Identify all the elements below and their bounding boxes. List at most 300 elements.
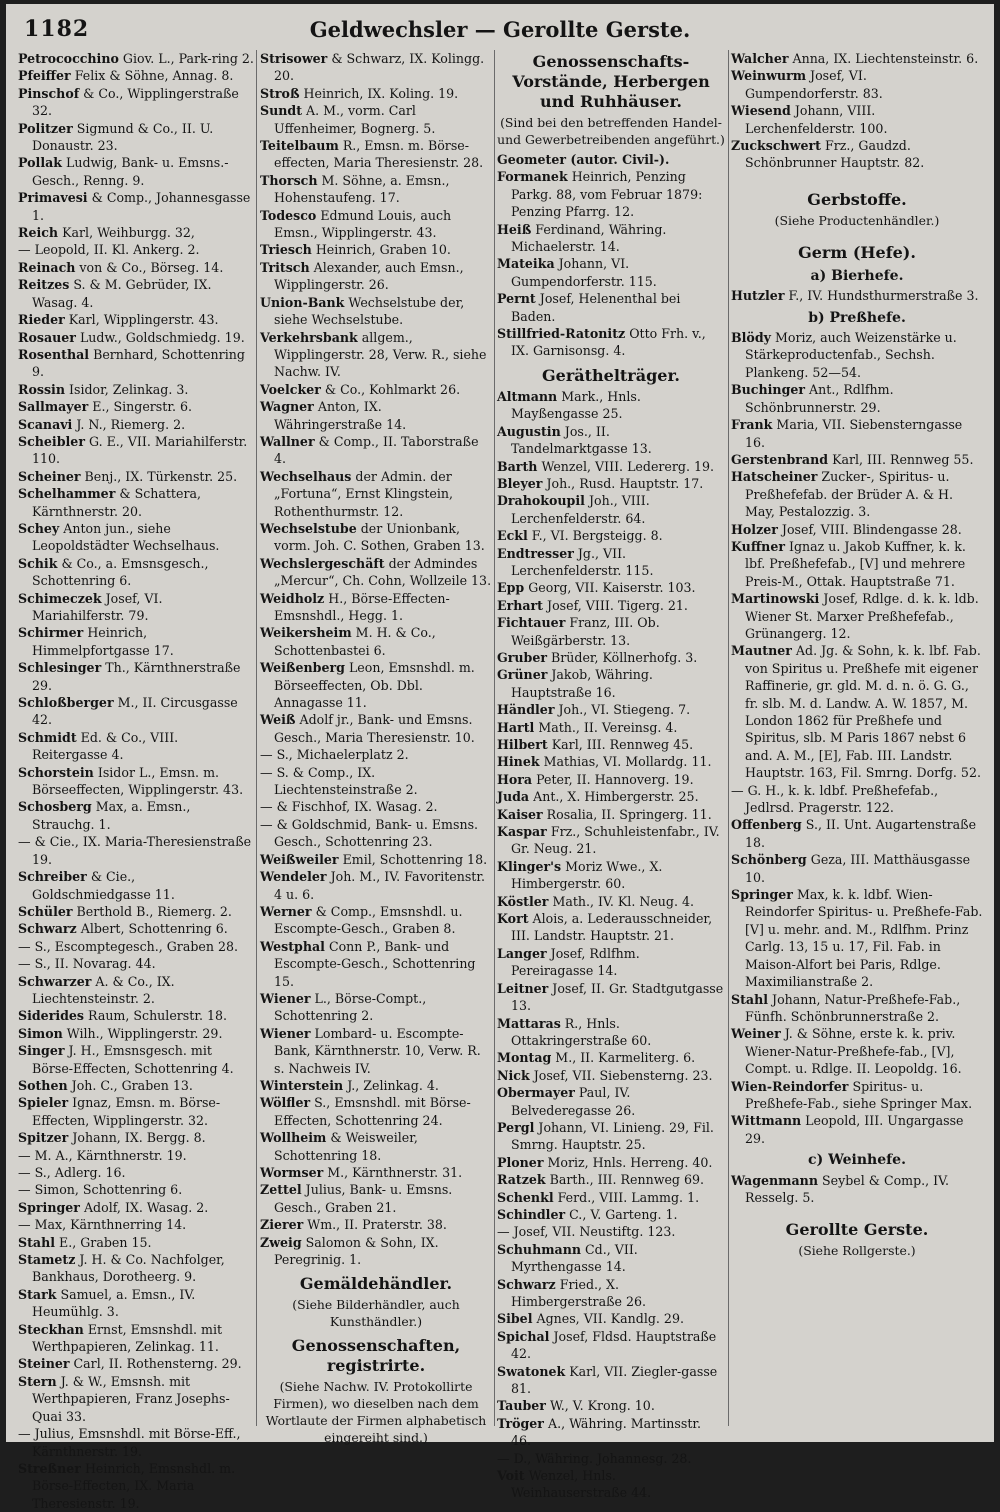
entry-name: Schelhammer	[18, 486, 116, 502]
directory-entry	[497, 614, 725, 649]
entry-details: Ed. & Co., VIII. Reitergasse 4.	[32, 729, 179, 763]
entry-name: Schimeczek	[18, 590, 102, 606]
entry-details: Heinrich, Penzing Parkg. 88, vom Februar 1879: Penzing Pfarrg. 12.	[511, 169, 703, 220]
entry-name: Weißenberg	[260, 660, 345, 676]
entry-name: Schuhmann	[497, 1241, 582, 1257]
entry-details: & Comp., Emsnshdl. u. Escompte-Gesch., Graben 8.	[274, 903, 463, 937]
entry-details: Josef, II. Gr. Stadtgutgasse 13.	[511, 980, 724, 1014]
entry-details: Josef, VI. Gumpendorferstr. 83.	[745, 68, 883, 101]
directory-entry	[18, 311, 254, 328]
entry-name: Kuffner	[731, 538, 785, 554]
entry-details: Julius, Bank- u. Emsns. Gesch., Graben 21.	[274, 1182, 453, 1215]
directory-entry	[497, 388, 725, 423]
directory-entry	[497, 1015, 725, 1050]
directory-entry	[731, 538, 983, 590]
directory-entry	[18, 624, 254, 659]
entry-name: Zettel	[260, 1182, 302, 1198]
entry-details: & Co., a. Emsnsgesch., Schottenring 6.	[32, 555, 209, 589]
entry-name: Voit	[497, 1468, 525, 1484]
entry-list	[731, 1172, 983, 1207]
entry-list	[731, 329, 983, 1147]
entry-list	[497, 388, 725, 1502]
entry-details: Ferdinand, Währing. Michaelerstr. 14.	[511, 221, 667, 255]
directory-entry	[497, 910, 725, 945]
entry-name: Schloßberger	[18, 695, 114, 711]
entry-name: Wechselstube	[260, 520, 357, 536]
entry-name: Schindler	[497, 1206, 566, 1222]
directory-entry	[731, 50, 983, 67]
entry-details: — S., Michaelerplatz 2.	[260, 747, 409, 763]
directory-entry	[18, 154, 254, 189]
entry-name: Wiesend	[731, 103, 791, 119]
entry-details: R., Emsn. m. Börse-effecten, Maria Theresienstr. 28.	[274, 138, 484, 171]
entry-list	[18, 50, 254, 1512]
entry-details: — S., II. Novarag. 44.	[18, 956, 156, 972]
entry-name: Wittmann	[731, 1113, 802, 1129]
entry-details: Jakob, Währing. Hauptstraße 16.	[511, 667, 653, 700]
entry-name: Wölfler	[260, 1095, 311, 1111]
directory-entry	[18, 485, 254, 520]
entry-details: J. H., Emsnsgesch. mit Börse-Effecten, Schottenring 4.	[32, 1043, 234, 1076]
entry-details: Edmund Louis, auch Emsn., Wipplingerstr. 43.	[274, 207, 452, 241]
entry-name: Gruber	[497, 649, 547, 665]
entry-name: Rosauer	[18, 329, 76, 345]
directory-entry	[497, 1223, 725, 1240]
column-1	[18, 50, 254, 1511]
directory-entry	[497, 221, 725, 256]
entry-details: S., Emsnshdl. mit Börse-Effecten, Schottenring 24.	[274, 1095, 471, 1128]
directory-entry	[18, 241, 254, 258]
column-divider	[256, 50, 257, 1426]
entry-details: Carl, II. Rothensterng. 29.	[73, 1356, 242, 1372]
directory-entry	[18, 764, 254, 799]
entry-name: Reitzes	[18, 277, 70, 293]
entry-details: S., II. Unt. Augartenstraße 18.	[745, 817, 977, 850]
directory-entry	[497, 527, 725, 544]
entry-details: L., Börse-Compt., Schottenring 2.	[274, 990, 427, 1024]
directory-entry	[260, 241, 492, 258]
entry-details: Joh. C., Graben 13.	[71, 1077, 193, 1093]
directory-entry	[731, 782, 983, 817]
directory-entry	[497, 1049, 725, 1066]
section-heading-gerbstoffe: Gerbstoffe.	[807, 189, 907, 209]
entry-details: — Max, Kärnthnerring 14.	[18, 1217, 187, 1233]
directory-entry	[260, 659, 492, 711]
directory-entry	[18, 938, 254, 955]
entry-name: Scheibler	[18, 433, 85, 449]
directory-entry	[260, 903, 492, 938]
directory-entry	[731, 1172, 983, 1207]
entry-name: Gerstenbrand	[731, 451, 829, 467]
entry-name: Todesco	[260, 207, 317, 223]
column-4	[731, 50, 983, 1438]
entry-name: Frank	[731, 417, 773, 433]
entry-details: Moriz, auch Weizenstärke u. Stärkeproductenfab., Sechsh. Plankeng. 52—54.	[745, 330, 957, 380]
entry-details: R., Hnls. Ottakringerstraße 60.	[511, 1015, 652, 1048]
entry-details: Johann, VIII. Lerchenfelderstr. 100.	[745, 103, 888, 136]
entry-name: Winterstein	[260, 1077, 344, 1093]
directory-entry	[18, 416, 254, 433]
entry-details: Adolf jr., Bank- und Emsns. Gesch., Maria Theresienstr. 10.	[274, 712, 475, 745]
entry-details: Leopold, III. Ungargasse 29.	[745, 1113, 964, 1146]
entry-name: Westphal	[260, 938, 325, 954]
entry-name: Sallmayer	[18, 399, 89, 415]
entry-details: F., VI. Bergsteigg. 8.	[531, 528, 663, 544]
directory-entry	[260, 329, 492, 381]
directory-entry	[260, 137, 492, 172]
directory-entry	[497, 1119, 725, 1154]
entry-details: Seybel & Comp., IV. Resselg. 5.	[745, 1172, 950, 1205]
entry-name: Siderides	[18, 1008, 85, 1024]
directory-entry	[497, 458, 725, 475]
directory-entry	[260, 1216, 492, 1233]
entry-details: — G. H., k. k. ldbf. Preßhefefab., Jedlrsd. Pragerstr. 122.	[731, 782, 939, 816]
directory-entry	[18, 798, 254, 833]
entry-details: Rosalia, II. Springerg. 11.	[546, 806, 712, 822]
entry-details: A. M., vorm. Carl Uffenheimer, Bognerg. 5.	[274, 103, 436, 136]
entry-name: Kaspar	[497, 824, 547, 840]
entry-name: Stroß	[260, 85, 300, 101]
entry-name: Stillfried-Ratonitz	[497, 326, 626, 342]
entry-details: J. & Söhne, erste k. k. priv. Wiener-Natur-Preßhefe-fab., [V], Compt. u. Rdlge. II. Leopoldg. 16.	[745, 1026, 962, 1077]
entry-name: Pollak	[18, 155, 62, 171]
entry-details: Wenzel, Hnls. Weinhauserstraße 44.	[511, 1468, 652, 1501]
entry-details: — S., Escomptegesch., Graben 28.	[18, 938, 238, 954]
directory-entry	[260, 851, 492, 868]
entry-details: Josef, Helenenthal bei Baden.	[511, 291, 681, 324]
entry-details: Joh., VI. Stiegeng. 7.	[558, 702, 691, 718]
directory-entry	[731, 416, 983, 451]
entry-name: Spieler	[18, 1095, 69, 1111]
entry-name: Wiener	[260, 1025, 311, 1041]
directory-entry	[18, 50, 254, 67]
entry-details: Sigmund & Co., II. U. Donaustr. 23.	[32, 120, 214, 154]
entry-name: Wagenmann	[731, 1172, 818, 1188]
directory-entry	[731, 102, 983, 137]
section-heading-gemaeldehaendler: Gemäldehändler.	[299, 1274, 453, 1294]
directory-entry	[18, 259, 254, 276]
entry-details: Ant., Rdlfhm. Schönbrunnerstr. 29.	[745, 382, 894, 415]
entry-name: Sothen	[18, 1077, 68, 1093]
entry-name: Epp	[497, 580, 525, 596]
entry-name: Stahl	[18, 1234, 56, 1250]
entry-name: Ratzek	[497, 1172, 546, 1188]
entry-name: Singer	[18, 1043, 65, 1059]
directory-entry	[18, 555, 254, 590]
entry-name: Reinach	[18, 259, 76, 275]
entry-details: Isidor, Zelinkag. 3.	[69, 381, 189, 397]
directory-entry	[18, 1042, 254, 1077]
entry-details: M. Söhne, a. Emsn., Hohenstaufeng. 17.	[274, 172, 450, 206]
directory-entry	[260, 520, 492, 555]
directory-entry	[260, 555, 492, 590]
entry-details: Frz., Schuhleistenfabr., IV. Gr. Neug. 21.	[511, 824, 720, 857]
column-2	[260, 50, 492, 1446]
directory-entry	[497, 945, 725, 980]
entry-list	[731, 50, 983, 172]
entry-details: Josef, Fldsd. Hauptstraße 42.	[511, 1328, 717, 1362]
entry-name: Hatscheiner	[731, 469, 818, 485]
directory-entry	[260, 172, 492, 207]
entry-details: Ferd., VIII. Lammg. 1.	[557, 1189, 700, 1205]
entry-name: Holzer	[731, 521, 778, 537]
entry-name: Reich	[18, 225, 59, 241]
entry-list	[260, 50, 492, 1268]
entry-details: S. & M. Gebrüder, IX. Wasag. 4.	[32, 277, 212, 310]
entry-details: — M. A., Kärnthnerstr. 19.	[18, 1147, 187, 1163]
entry-name: Altmann	[497, 388, 558, 404]
entry-name: Stahl	[731, 991, 769, 1007]
entry-name: Kort	[497, 911, 529, 927]
directory-entry	[260, 1077, 492, 1094]
column-divider	[494, 50, 495, 1426]
section-heading-genossenschaften: Genossenschaften, registrirte.	[291, 1336, 461, 1376]
entry-name: Geometer (autor. Civil-).	[497, 152, 670, 167]
entry-name: Wiener	[260, 990, 311, 1006]
directory-entry	[497, 492, 725, 527]
directory-entry	[260, 1025, 492, 1077]
entry-details: — Josef, VII. Neustiftg. 123.	[497, 1224, 676, 1240]
entry-name: Barth	[497, 458, 538, 474]
entry-name: Nick	[497, 1067, 530, 1083]
directory-entry	[260, 50, 492, 85]
directory-entry	[260, 1181, 492, 1216]
page-header	[6, 4, 994, 48]
section-heading-germ: Germ (Hefe).	[798, 242, 916, 262]
directory-entry	[731, 137, 983, 172]
entry-name: Köstler	[497, 893, 549, 909]
entry-name: Leitner	[497, 980, 549, 996]
entry-details: Georg, VII. Kaiserstr. 103.	[528, 580, 696, 596]
entry-details: Max, a. Emsn., Strauchg. 1.	[32, 799, 191, 832]
entry-name: Wechslergeschäft	[260, 555, 385, 571]
entry-details: Leon, Emsnshdl. m. Börseeffecten, Ob. Dbl. Annagasse 11.	[274, 660, 475, 711]
entry-details: Ernst, Emsnshdl. mit Werthpapieren, Zelinkag. 11.	[32, 1321, 223, 1355]
directory-entry	[497, 1310, 725, 1327]
entry-name: Mattaras	[497, 1015, 561, 1031]
entry-name: Hinek	[497, 754, 540, 770]
entry-list	[731, 287, 983, 304]
entry-name: Wollheim	[260, 1130, 327, 1146]
directory-entry	[731, 886, 983, 990]
directory-entry	[18, 868, 254, 903]
directory-entry	[18, 329, 254, 346]
entry-details: — Julius, Emsnshdl. mit Börse-Eff., Kärnthnerstr. 19.	[18, 1426, 241, 1459]
section-note: (Siehe Productenhändler.)	[774, 212, 940, 228]
directory-entry	[497, 1467, 725, 1502]
entry-details: Adolf, IX. Wasag. 2.	[83, 1199, 209, 1215]
directory-entry	[497, 1415, 725, 1450]
directory-entry	[18, 659, 254, 694]
directory-entry	[260, 85, 492, 102]
entry-details: Peter, II. Hannoverg. 19.	[536, 771, 694, 787]
directory-entry	[260, 990, 492, 1025]
directory-entry	[18, 1181, 254, 1198]
entry-name: Petrococchino	[18, 51, 119, 66]
entry-details: Franz, III. Ob. Weißgärberstr. 13.	[511, 615, 660, 648]
entry-name: Sibel	[497, 1311, 533, 1327]
entry-details: Joh. M., IV. Favoritenstr. 4 u. 6.	[274, 869, 486, 902]
entry-details: Raum, Schulerstr. 18.	[88, 1008, 227, 1024]
directory-entry	[497, 1067, 725, 1084]
entry-name: Bleyer	[497, 475, 543, 491]
entry-details: Anton, IX. Währingerstraße 14.	[274, 399, 407, 432]
entry-details: J. H. & Co. Nachfolger, Bankhaus, Dorotheerg. 9.	[32, 1252, 225, 1285]
directory-entry	[18, 1094, 254, 1129]
entry-details: von & Co., Börseg. 14.	[79, 259, 224, 275]
entry-details: Ludwig, Bank- u. Emsns.-Gesch., Renng. 9.	[32, 155, 229, 188]
entry-name: Ploner	[497, 1154, 544, 1170]
entry-details: Paul, IV. Belvederegasse 26.	[511, 1085, 636, 1118]
directory-entry	[18, 398, 254, 415]
entry-name: Hartl	[497, 719, 535, 735]
entry-details: Anna, IX. Liechtensteinstr. 6.	[792, 51, 979, 66]
entry-name: Springer	[731, 887, 793, 903]
entry-details: G. E., VII. Mariahilferstr. 110.	[32, 433, 248, 467]
directory-entry	[497, 1171, 725, 1188]
entry-details: — Leopold, II. Kl. Ankerg. 2.	[18, 242, 200, 258]
entry-details: Josef, Rdlfhm. Pereiragasse 14.	[511, 945, 640, 979]
directory-entry	[497, 788, 725, 805]
directory-entry	[731, 851, 983, 886]
entry-name: Weiner	[731, 1026, 781, 1042]
entry-details: Karl, Wipplingerstr. 43.	[68, 312, 219, 328]
entry-details: Johann, VI. Gumpendorferstr. 115.	[511, 256, 657, 289]
entry-details: & Comp., Johannesgasse 1.	[32, 190, 251, 223]
entry-details: — S., Adlerg. 16.	[18, 1165, 126, 1180]
directory-entry	[18, 1025, 254, 1042]
entry-details: Fried., X. Himbergerstraße 26.	[511, 1276, 646, 1309]
entry-details: Karl, VII. Ziegler-gasse 81.	[511, 1363, 718, 1397]
entry-details: Cd., VII. Myrthengasse 14.	[511, 1241, 638, 1275]
entry-details: E., Singerstr. 6.	[92, 399, 192, 415]
directory-entry	[731, 1112, 983, 1147]
entry-details: A., Währing. Martinsstr. 46.	[511, 1415, 702, 1449]
entry-details: Wilh., Wipplingerstr. 29.	[66, 1025, 223, 1041]
entry-details: Berthold B., Riemerg. 2.	[76, 903, 232, 919]
entry-name: Werner	[260, 903, 312, 919]
column-3	[497, 50, 725, 1501]
entry-name: Strisower	[260, 51, 328, 66]
entry-details: — Simon, Schottenring 6.	[18, 1182, 183, 1198]
directory-entry	[18, 1077, 254, 1094]
directory-entry	[18, 85, 254, 120]
entry-name: Schirmer	[18, 625, 84, 641]
entry-details: Johann, IX. Bergg. 8.	[72, 1130, 206, 1146]
entry-details: Maria, VII. Siebensterngasse 16.	[745, 417, 963, 450]
directory-entry	[731, 521, 983, 538]
directory-entry	[260, 624, 492, 659]
entry-details: Heinrich, IX. Koling. 19.	[303, 85, 459, 101]
directory-entry	[497, 1328, 725, 1363]
directory-entry	[260, 764, 492, 799]
entry-details: Math., IV. Kl. Neug. 4.	[552, 893, 695, 909]
entry-name: Rossin	[18, 381, 65, 397]
entry-details: — & Fischhof, IX. Wasag. 2.	[260, 799, 438, 815]
directory-entry	[260, 294, 492, 329]
entry-name: Erhart	[497, 597, 544, 613]
directory-entry	[497, 1206, 725, 1223]
entry-details: Johann, Natur-Preßhefe-Fab., Fünfh. Schönbrunnerstraße 2.	[745, 991, 961, 1024]
entry-details: der Unionbank, vorm. Joh. C. Sothen, Graben 13.	[274, 520, 485, 554]
section-note: (Siehe Rollgerste.)	[798, 1243, 916, 1259]
entry-details: Karl, III. Rennweg 55.	[832, 451, 974, 467]
directory-entry	[260, 1129, 492, 1164]
directory-entry	[497, 475, 725, 492]
entry-details: Anton jun., siehe Leopoldstädter Wechselhaus.	[32, 520, 220, 554]
directory-page	[6, 4, 994, 1511]
directory-entry	[497, 597, 725, 614]
entry-details: Isidor L., Emsn. m. Börseeffecten, Wipplingerstr. 43.	[32, 764, 244, 798]
directory-entry	[18, 120, 254, 155]
entry-details: Mathias, VI. Mollardg. 11.	[543, 754, 712, 770]
entry-details: W., V. Krong. 10.	[549, 1398, 655, 1414]
entry-details: Geza, III. Matthäusgasse 10.	[745, 852, 971, 885]
directory-entry	[497, 893, 725, 910]
entry-details: J., Zelinkag. 4.	[347, 1077, 439, 1093]
directory-entry	[18, 1460, 254, 1512]
directory-entry	[18, 955, 254, 972]
entry-details: & Co., Kohlmarkt 26.	[324, 381, 461, 397]
directory-entry	[18, 973, 254, 1008]
directory-entry	[497, 980, 725, 1015]
directory-entry	[731, 1025, 983, 1077]
directory-entry	[497, 858, 725, 893]
directory-entry	[260, 102, 492, 137]
entry-details: Ignaz, Emsn. m. Börse-Effecten, Wipplingerstr. 32.	[32, 1095, 221, 1128]
directory-entry	[497, 1397, 725, 1414]
directory-entry	[18, 833, 254, 868]
entry-details: & Schattera, Kärnthnerstr. 20.	[32, 486, 201, 519]
entry-details: Ad. Jg. & Sohn, k. k. lbf. Fab. von Spiritus u. Preßhefe mit eigener Raffinerie, gr. gld. M. d. n. ö. G. G., fr. slb. M. d. Landw. A. W. 1857, M. London 1862 für Preßhefe und Spiritus, slb. M Paris 1867 nebst 6 and. A. M., [E], Fab. III. Landstr. Hauptstr. 163, Fil. Smrng. Dorfg. 52.	[745, 643, 981, 781]
entry-name: Zierer	[260, 1217, 304, 1233]
directory-entry	[18, 694, 254, 729]
entry-details: Josef, VI. Mariahilferstr. 79.	[32, 590, 163, 623]
subheading-presshefe: b) Preßhefe.	[808, 309, 906, 326]
entry-details: Barth., III. Rennweg 69.	[549, 1172, 705, 1188]
directory-entry	[497, 771, 725, 788]
entry-name: Schwarzer	[18, 973, 92, 989]
entry-details: Joh., Rusd. Hauptstr. 17.	[546, 475, 704, 491]
entry-details: Jos., II. Tandelmarktgasse 13.	[511, 423, 652, 457]
entry-name: Streßner	[18, 1460, 81, 1476]
entry-name: Thorsch	[260, 172, 318, 188]
directory-entry	[497, 701, 725, 718]
entry-name: Hilbert	[497, 737, 548, 752]
subheading-weinhefe: c) Weinhefe.	[808, 1152, 906, 1169]
entry-name: Steckhan	[18, 1321, 84, 1337]
section-note: (Sind bei den betreffenden Handel- und Gewerbetreibenden angeführt.)	[497, 115, 725, 147]
entry-name: Montag	[497, 1050, 552, 1066]
entry-name: Simon	[18, 1025, 63, 1041]
directory-entry	[260, 398, 492, 433]
entry-details: Jg., VII. Lerchenfelderstr. 115.	[511, 545, 654, 578]
entry-details: & Co., Wipplingerstraße 32.	[32, 85, 239, 119]
directory-entry	[497, 1154, 725, 1171]
entry-name: Mautner	[731, 643, 792, 659]
entry-details: Johann, VI. Linieng. 29, Fil. Smrng. Hauptstr. 25.	[511, 1119, 714, 1153]
entry-name: Wagner	[260, 399, 314, 415]
entry-name: Weikersheim	[260, 625, 352, 641]
directory-entry	[497, 151, 725, 168]
directory-entry	[497, 290, 725, 325]
directory-entry	[18, 1321, 254, 1356]
entry-name: Union-Bank	[260, 294, 345, 310]
entry-details: Th., Kärnthnerstraße 29.	[32, 660, 241, 693]
directory-entry	[497, 649, 725, 666]
directory-entry	[731, 381, 983, 416]
entry-name: Pinschof	[18, 85, 80, 101]
